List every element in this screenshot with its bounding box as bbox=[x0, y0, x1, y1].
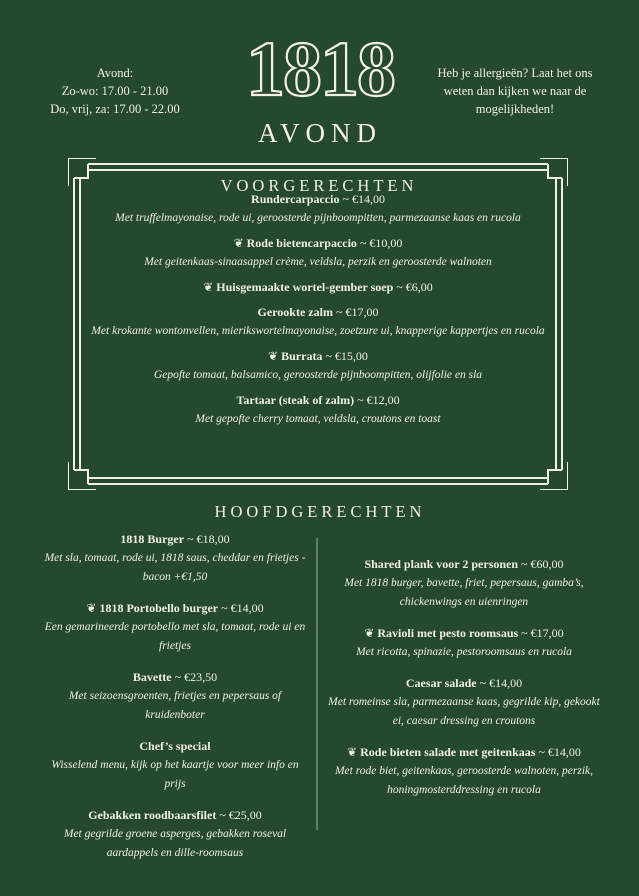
dish-price: ~ €15,00 bbox=[325, 349, 368, 363]
dish-name: Gebakken roodbaarsfilet bbox=[88, 808, 217, 822]
dish-price: ~ €25,00 bbox=[219, 808, 262, 822]
logo: 1818 bbox=[246, 25, 394, 112]
menu-item-title bbox=[75, 347, 561, 366]
dish-name: Ravioli met pesto roomsaus bbox=[377, 626, 519, 640]
hours-label: Avond: bbox=[96, 66, 134, 80]
dish-price: ~ €14,00 bbox=[479, 676, 523, 690]
hours-line-2: Do, vrij, za: 17.00 - 22.00 bbox=[50, 102, 180, 116]
dish-name: Caesar salade bbox=[405, 676, 477, 690]
menu-item-title bbox=[75, 278, 561, 297]
menu-item bbox=[322, 674, 606, 731]
dish-description: Met seizoensgroenten, frietjes en pepersaus of kruidenboter bbox=[68, 690, 282, 721]
leaf-icon: ❦ bbox=[268, 349, 279, 363]
dish-name: 1818 Portobello burger bbox=[99, 601, 219, 615]
dish-price: ~ €12,00 bbox=[357, 393, 400, 407]
opening-hours bbox=[40, 64, 190, 118]
menu-item-title bbox=[40, 737, 310, 756]
menu-item-title bbox=[75, 391, 561, 410]
dish-price: ~ €6,00 bbox=[396, 280, 433, 294]
dish-price: ~ €23,50 bbox=[174, 670, 218, 684]
menu-item-title bbox=[40, 806, 310, 825]
dish-description: Gepofte tomaat, balsamico, geroosterde pijnboompitten, olijfolie en sla bbox=[153, 369, 483, 381]
dish-price: ~ €10,00 bbox=[359, 236, 403, 250]
dish-price: ~ €18,00 bbox=[187, 532, 230, 546]
starters-title: VOORGERECHTEN bbox=[220, 176, 418, 195]
dish-name: Shared plank voor 2 personen bbox=[364, 557, 519, 571]
menu-item-title bbox=[75, 303, 561, 322]
dish-description: Met krokante wontonvellen, mierikswortelmayonaise, zoetzure ui, knapperige kappertjes en rucola bbox=[91, 325, 545, 337]
dish-name: Rode bieten salade met geitenkaas bbox=[360, 745, 536, 759]
dish-description: Met gepofte cherry tomaat, veldsla, croutons en toast bbox=[195, 413, 441, 425]
menu-item bbox=[40, 599, 310, 656]
allergy-note: Heb je allergieën? Laat het ons weten dan kijken we naar de mogelijkheden! bbox=[437, 66, 593, 116]
menu-item bbox=[75, 303, 561, 341]
leaf-icon: ❦ bbox=[203, 280, 214, 294]
dish-name: Burrata bbox=[281, 349, 323, 363]
menu-item bbox=[40, 530, 310, 587]
leaf-icon: ❦ bbox=[364, 626, 375, 640]
menu-item-title bbox=[40, 599, 310, 618]
dish-price: ~ €60,00 bbox=[521, 557, 564, 571]
menu-item bbox=[322, 624, 606, 662]
dish-description: Met gegrilde groene asperges, gebakken roseval aardappels en dille-roomsaus bbox=[63, 828, 287, 859]
mains-right-column bbox=[322, 555, 606, 800]
dish-name: Rundercarpaccio bbox=[251, 192, 340, 206]
hours-line-1: Zo-wo: 17.00 - 21.00 bbox=[61, 84, 169, 98]
mains-title: HOOFDGERECHTEN bbox=[214, 502, 426, 521]
dish-description: Met ricotta, spinazie, pestoroomsaus en rucola bbox=[356, 646, 572, 658]
dish-name: Bavette bbox=[132, 670, 172, 684]
dish-price: ~ €14,00 bbox=[538, 745, 581, 759]
dish-name: 1818 Burger bbox=[120, 532, 185, 546]
menu-item-title bbox=[322, 555, 606, 574]
menu-item bbox=[75, 234, 561, 272]
dish-name: Rode bietencarpaccio bbox=[246, 236, 357, 250]
menu-item-title bbox=[40, 530, 310, 549]
starters-list bbox=[75, 190, 561, 435]
dish-description: Met sla, tomaat, rode ui, 1818 saus, cheddar en frietjes - bacon +€1,50 bbox=[44, 552, 306, 583]
menu-subtitle: AVOND bbox=[257, 118, 382, 148]
menu-item bbox=[75, 347, 561, 385]
dish-description: Een gemarineerde portobello met sla, tomaat, rode ui en frietjes bbox=[44, 621, 306, 652]
dish-name: Gerookte zalm bbox=[257, 305, 333, 319]
dish-description: Met truffelmayonaise, rode ui, geroosterde pijnboompitten, parmezaanse kaas en rucola bbox=[115, 212, 521, 224]
menu-item-title bbox=[322, 624, 606, 643]
dish-description: Met romeinse sla, parmezaanse kaas, gegrilde kip, gekookt ei, caesar dressing en croutons bbox=[328, 696, 600, 727]
menu-item bbox=[322, 555, 606, 612]
menu-item bbox=[75, 278, 561, 297]
menu-item bbox=[322, 743, 606, 800]
menu-item-title bbox=[40, 668, 310, 687]
menu-item bbox=[75, 391, 561, 429]
dish-price: ~ €17,00 bbox=[335, 305, 379, 319]
dish-description: Met 1818 burger, bavette, friet, pepersaus, gamba’s, chickenwings en uienringen bbox=[344, 577, 584, 608]
dish-name: Huisgemaakte wortel-gember soep bbox=[216, 280, 394, 294]
dish-description: Wisselend menu, kijk op het kaartje voor meer info en prijs bbox=[51, 759, 299, 790]
dish-description: Met geitenkaas-sinaasappel crème, veldsla, perzik en geroosterde walnoten bbox=[144, 256, 492, 268]
dish-price: ~ €14,00 bbox=[342, 192, 385, 206]
menu-item bbox=[40, 737, 310, 794]
dish-description: Met rode biet, geitenkaas, geroosterde walnoten, perzik, honingmosterddressing en rucola bbox=[334, 765, 594, 796]
menu-item-title bbox=[322, 743, 606, 762]
leaf-icon: ❦ bbox=[233, 236, 244, 250]
menu-item-title bbox=[75, 190, 561, 209]
menu-item bbox=[75, 190, 561, 228]
menu-item bbox=[40, 668, 310, 725]
mains-left-column bbox=[40, 530, 310, 863]
menu-item-title bbox=[322, 674, 606, 693]
menu-item bbox=[40, 806, 310, 863]
dish-name: Chef’s special bbox=[139, 739, 211, 753]
leaf-icon: ❦ bbox=[347, 745, 358, 759]
leaf-icon: ❦ bbox=[86, 601, 97, 615]
dish-price: ~ €14,00 bbox=[221, 601, 264, 615]
dish-price: ~ €17,00 bbox=[521, 626, 564, 640]
dish-name: Tartaar (steak of zalm) bbox=[236, 393, 355, 407]
column-divider bbox=[316, 538, 318, 830]
menu-item-title bbox=[75, 234, 561, 253]
